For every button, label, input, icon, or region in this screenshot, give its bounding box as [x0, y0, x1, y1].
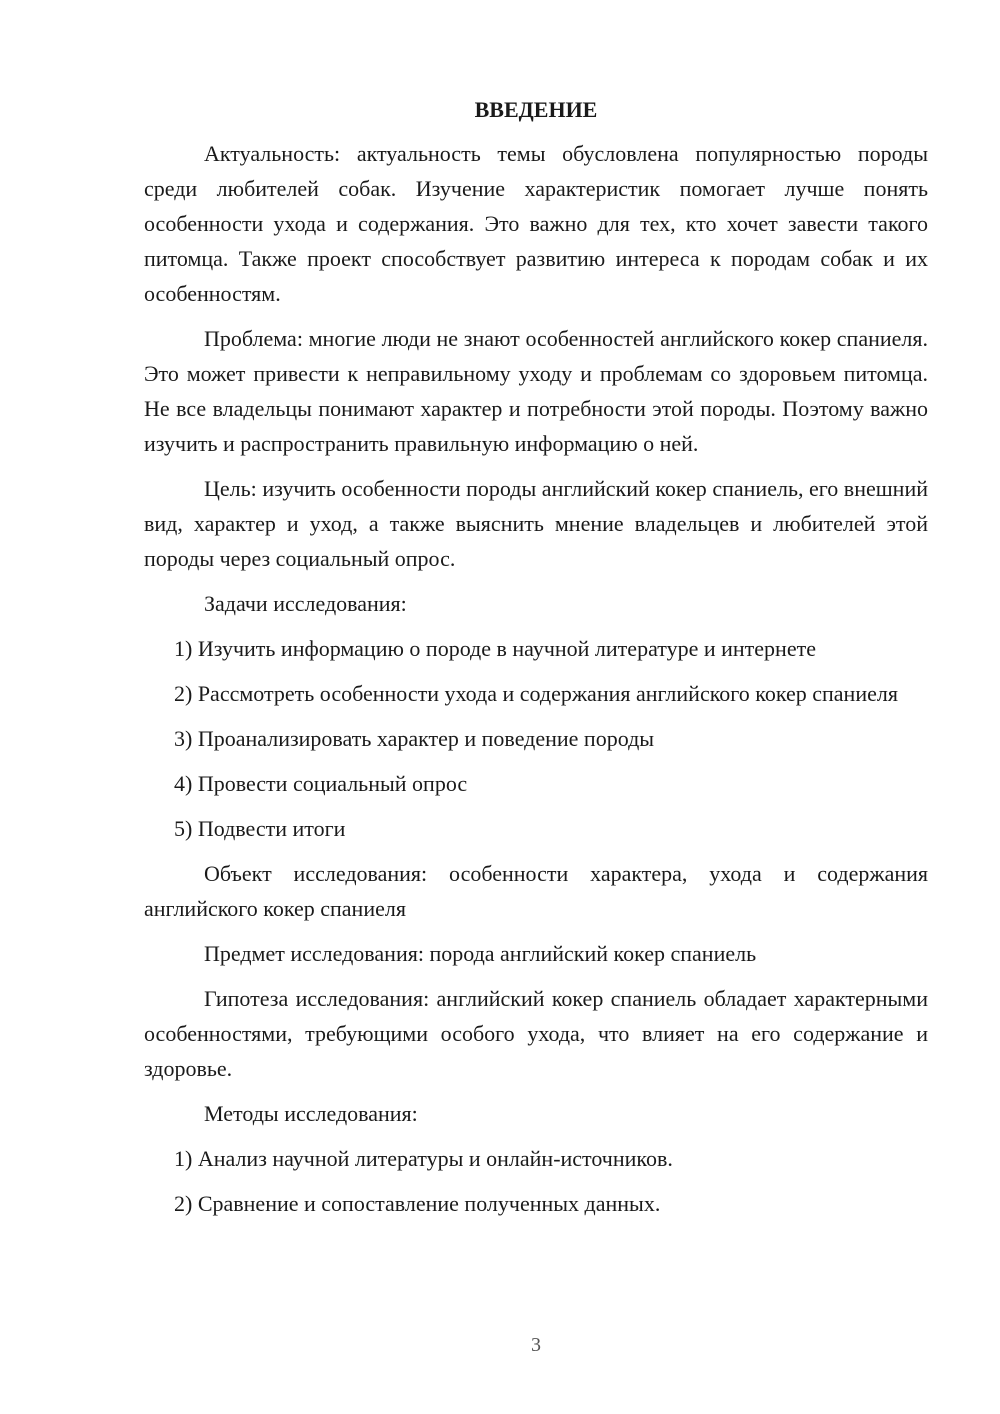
problem-paragraph: Проблема: многие люди не знают особенностей английского кокер спаниеля. Это может привести к неправильному уходу и проблемам со здоровьем питомца. Не все владельцы понимают характер и потребности этой породы. Поэтому важно изучить и распространить правильную информацию о ней.: [144, 326, 928, 456]
task-item: 1) Изучить информацию о породе в научной литературе и интернете: [174, 636, 816, 661]
page-number: 3: [531, 1334, 541, 1356]
task-item: 4) Провести социальный опрос: [174, 771, 468, 796]
method-item: 1) Анализ научной литературы и онлайн-источников.: [174, 1146, 673, 1171]
task-item: 3) Проанализировать характер и поведение породы: [174, 726, 655, 751]
task-item: 2) Рассмотреть особенности ухода и содержания английского кокер спаниеля: [174, 681, 898, 706]
tasks-heading: Задачи исследования:: [204, 591, 407, 616]
goal-paragraph: Цель: изучить особенности породы английский кокер спаниель, его внешний вид, характер и уход, а также выяснить мнение владельцев и любителей этой породы через социальный опрос.: [144, 476, 928, 571]
relevance-paragraph: Актуальность: актуальность темы обусловлена популярностью породы среди любителей собак. Изучение характеристик помогает лучше понять особенности ухода и содержания. Это важно для тех, кто хочет завести такого питомца. Также проект способствует развитию интереса к породам собак и их особенностям.: [144, 141, 928, 306]
methods-heading: Методы исследования:: [204, 1101, 418, 1126]
subject-paragraph: Предмет исследования: порода английский кокер спаниель: [204, 941, 757, 966]
section-title: ВВЕДЕНИЕ: [474, 97, 598, 122]
method-item: 2) Сравнение и сопоставление полученных данных.: [174, 1191, 661, 1216]
task-item: 5) Подвести итоги: [174, 816, 346, 841]
document-page: [144, 92, 928, 1231]
object-paragraph: Объект исследования: особенности характера, ухода и содержания английского кокер спаниеля: [144, 861, 928, 921]
hypothesis-paragraph: Гипотеза исследования: английский кокер спаниель обладает характерными особенностями, требующими особого ухода, что влияет на его содержание и здоровье.: [144, 986, 928, 1081]
